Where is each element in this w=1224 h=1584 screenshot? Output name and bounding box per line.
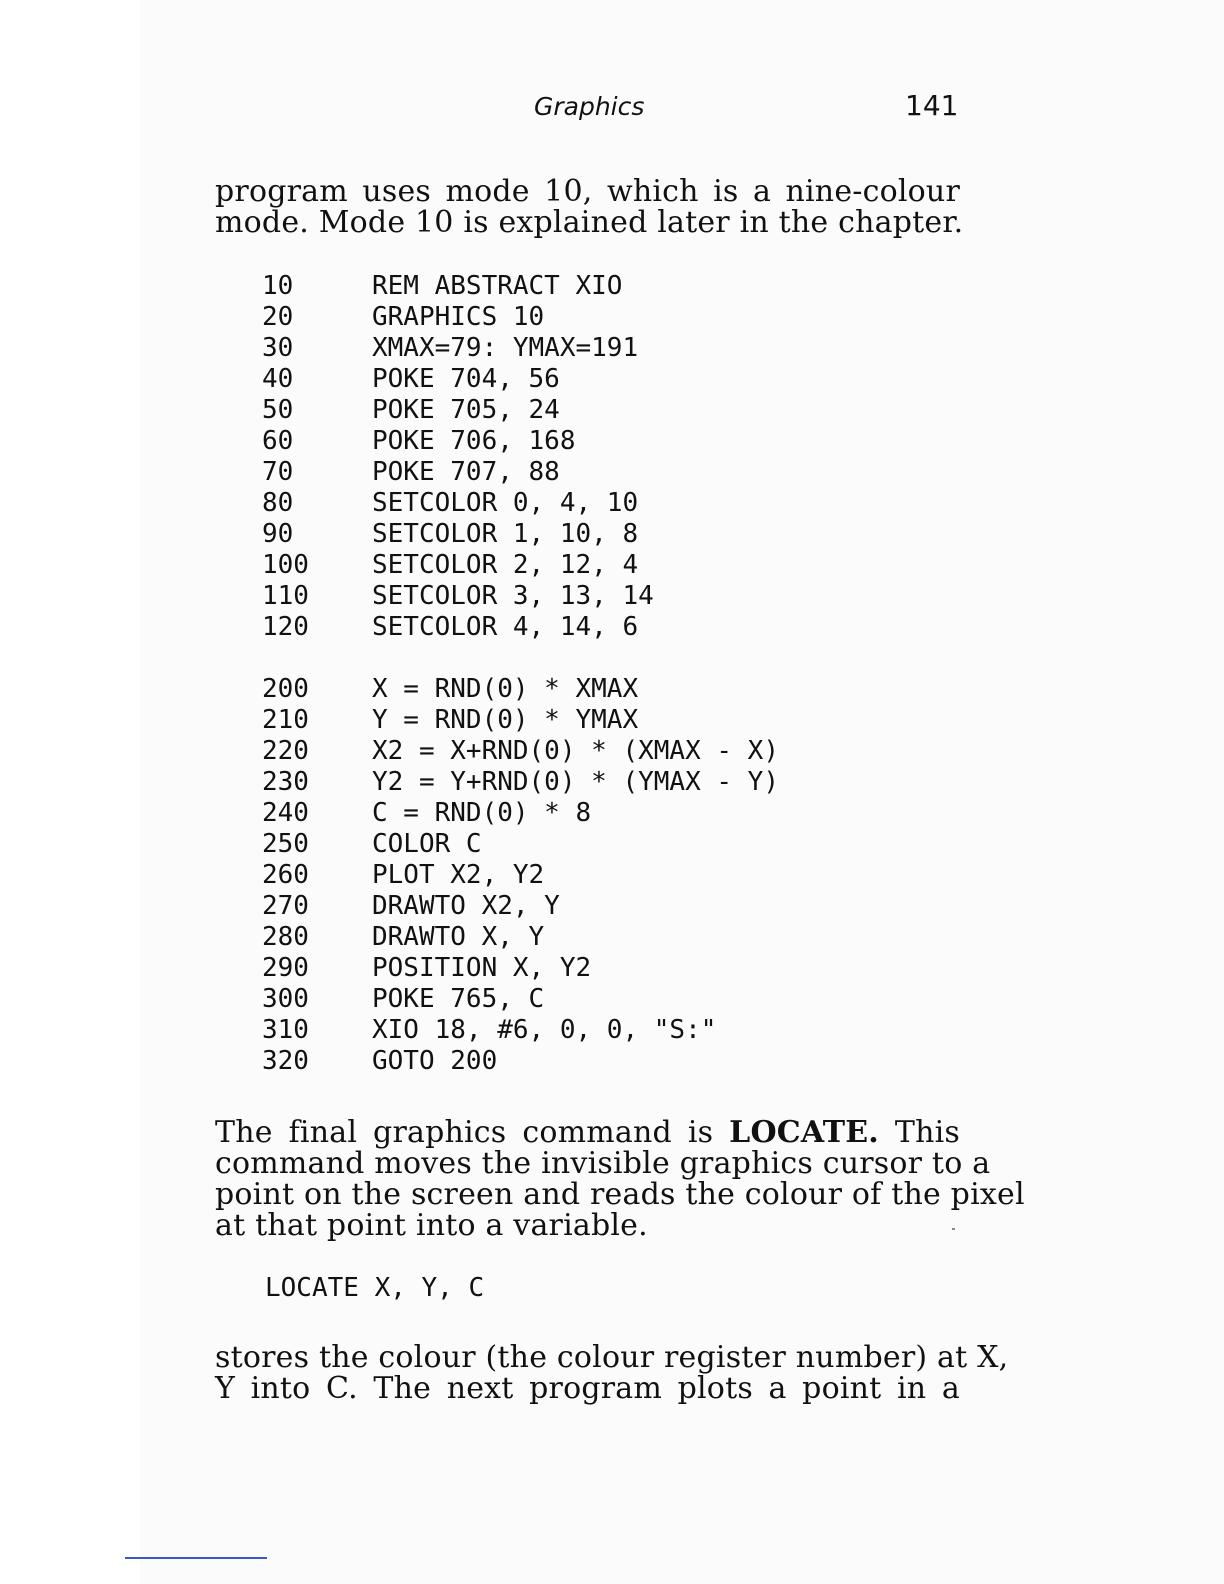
line-number: 290 [262, 953, 309, 983]
line-number: 280 [262, 922, 309, 952]
code-statement: PLOT X2, Y2 [372, 860, 545, 890]
locate-paragraph-line [215, 1117, 960, 1148]
code-statement: SETCOLOR 0, 4, 10 [372, 488, 639, 518]
line-number: 30 [262, 333, 294, 363]
page-number: 141 [905, 89, 959, 122]
code-statement: SETCOLOR 4, 14, 6 [372, 612, 639, 642]
code-statement: COLOR C [372, 829, 482, 859]
line-number: 220 [262, 736, 309, 766]
print-speck [952, 1228, 955, 1230]
line-number: 320 [262, 1046, 309, 1076]
line-number: 50 [262, 395, 294, 425]
locate-keyword: LOCATE. [729, 1115, 879, 1150]
code-line [262, 333, 654, 364]
code-statement: X = RND(0) * XMAX [372, 674, 639, 704]
locate-paragraph [215, 1115, 1025, 1243]
line-number: 250 [262, 829, 309, 859]
code-statement: X2 = X+RND(0) * (XMAX - X) [372, 736, 779, 766]
code-statement: Y2 = Y+RND(0) * (YMAX - Y) [372, 767, 779, 797]
locate-line1-after: This [894, 1115, 960, 1150]
code-line [262, 1046, 779, 1077]
code-line [262, 550, 654, 581]
code-statement: DRAWTO X, Y [372, 922, 545, 952]
code-statement: XMAX=79: YMAX=191 [372, 333, 639, 363]
code-statement: GRAPHICS 10 [372, 302, 545, 332]
code-line [262, 829, 779, 860]
line-number: 240 [262, 798, 309, 828]
code-line [262, 519, 654, 550]
code-line [262, 271, 654, 302]
line-number: 20 [262, 302, 294, 332]
line-number: 100 [262, 550, 309, 580]
code-statement: XIO 18, #6, 0, 0, "S:" [372, 1015, 717, 1045]
code-line [262, 798, 779, 829]
line-number: 120 [262, 612, 309, 642]
code-line [262, 1015, 779, 1046]
line-number: 80 [262, 488, 294, 518]
line-number: 230 [262, 767, 309, 797]
locate-paragraph-line: command moves the invisible graphics cursor to a [215, 1146, 991, 1181]
code-line [262, 953, 779, 984]
line-number: 10 [262, 271, 294, 301]
closing-line: Y into C. The next program plots a point in a [215, 1371, 960, 1406]
code-statement: POKE 705, 24 [372, 395, 560, 425]
code-statement: POSITION X, Y2 [372, 953, 592, 983]
line-number: 40 [262, 364, 294, 394]
line-number: 300 [262, 984, 309, 1014]
code-statement: SETCOLOR 3, 13, 14 [372, 581, 654, 611]
locate-paragraph-line: at that point into a variable. [215, 1208, 648, 1243]
line-number: 200 [262, 674, 309, 704]
line-number: 260 [262, 860, 309, 890]
code-line [262, 364, 654, 395]
program-listing-part2 [262, 674, 779, 1077]
line-number: 110 [262, 581, 309, 611]
footer-rule [125, 1557, 267, 1559]
code-line [262, 395, 654, 426]
code-line [262, 674, 779, 705]
closing-line: stores the colour (the colour register number) at X, [215, 1340, 1009, 1375]
code-statement: DRAWTO X2, Y [372, 891, 560, 921]
code-statement: Y = RND(0) * YMAX [372, 705, 639, 735]
locate-paragraph-line: point on the screen and reads the colour of the pixel [215, 1177, 1025, 1212]
code-line [262, 488, 654, 519]
line-number: 210 [262, 705, 309, 735]
closing-paragraph [215, 1340, 1009, 1406]
code-line [262, 705, 779, 736]
intro-line: mode. Mode 10 is explained later in the chapter. [215, 205, 964, 240]
code-statement: C = RND(0) * 8 [372, 798, 592, 828]
line-number: 310 [262, 1015, 309, 1045]
code-line [262, 736, 779, 767]
locate-line1-before: The final graphics command is [215, 1115, 714, 1150]
code-line [262, 457, 654, 488]
code-line [262, 426, 654, 457]
code-line [262, 302, 654, 333]
line-number: 90 [262, 519, 294, 549]
code-line [262, 612, 654, 643]
code-statement: POKE 706, 168 [372, 426, 576, 456]
code-line [262, 767, 779, 798]
code-line [262, 922, 779, 953]
code-statement: SETCOLOR 2, 12, 4 [372, 550, 639, 580]
code-statement: POKE 765, C [372, 984, 545, 1014]
intro-line: program uses mode 10, which is a nine-colour [215, 174, 960, 209]
code-statement: REM ABSTRACT XIO [372, 271, 623, 301]
code-statement: SETCOLOR 1, 10, 8 [372, 519, 639, 549]
line-number: 70 [262, 457, 294, 487]
line-number: 60 [262, 426, 294, 456]
program-listing-part1 [262, 271, 654, 643]
code-line [262, 860, 779, 891]
code-statement: POKE 707, 88 [372, 457, 560, 487]
code-line [262, 581, 654, 612]
code-statement: POKE 704, 56 [372, 364, 560, 394]
code-line [262, 984, 779, 1015]
code-statement: GOTO 200 [372, 1046, 498, 1076]
running-title: Graphics [534, 92, 645, 121]
intro-paragraph [215, 174, 964, 240]
locate-example-code: LOCATE X, Y, C [265, 1273, 485, 1303]
line-number: 270 [262, 891, 309, 921]
code-line [262, 891, 779, 922]
